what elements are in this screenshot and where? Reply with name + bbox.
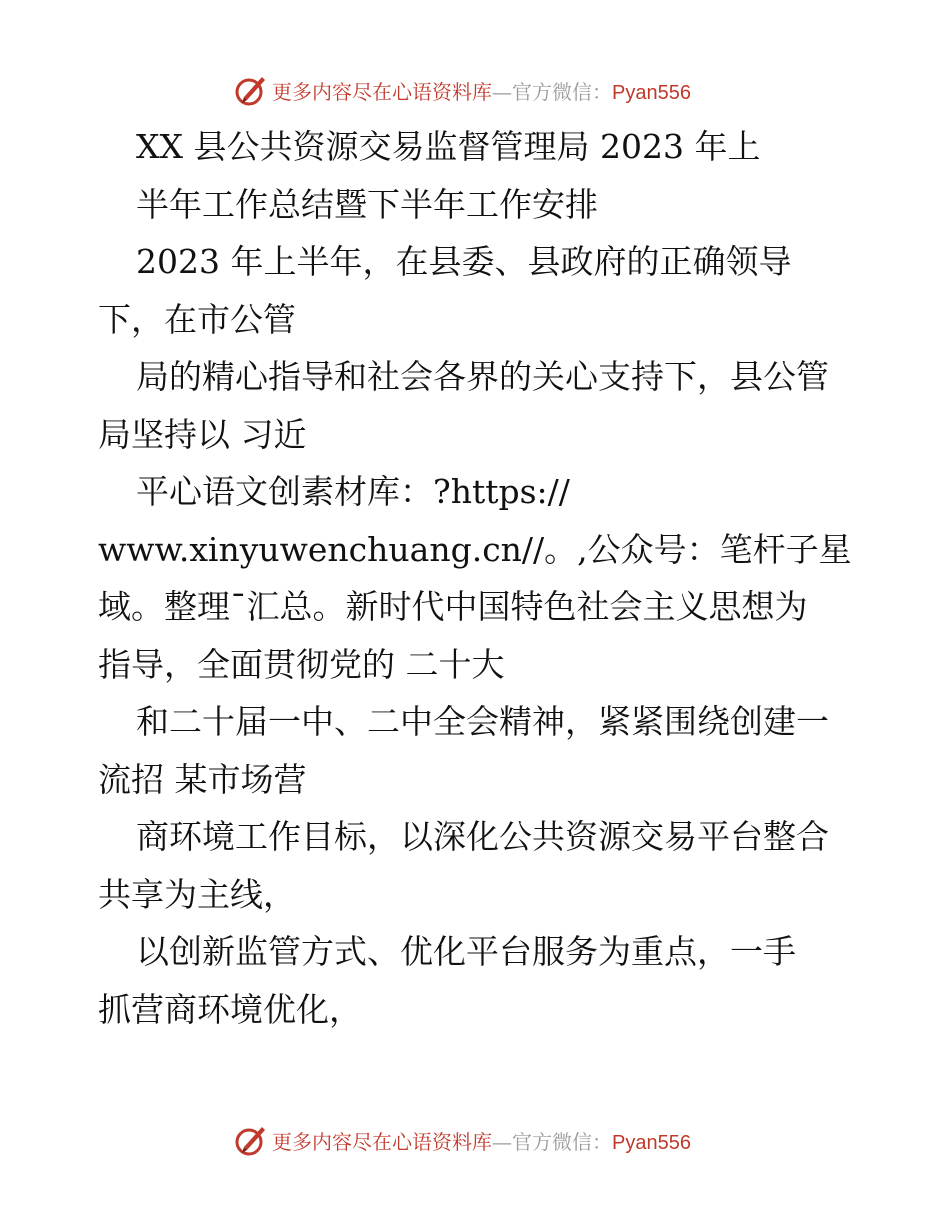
- text-line: 指导，全面贯彻党的 二十大: [98, 644, 505, 684]
- text-line: 下，在市公管: [98, 299, 296, 339]
- watermark-text: [272, 1126, 691, 1155]
- text-line: 平心语文创素材库：?https://: [136, 472, 570, 511]
- watermark-official: 官方微信：: [512, 1129, 612, 1154]
- footer-watermark: [234, 1120, 691, 1160]
- watermark-main: 更多内容尽在心语资料库: [272, 1129, 492, 1154]
- watermark-official: 官方微信：: [512, 79, 612, 104]
- watermark-wechat-id: Pyan556: [612, 81, 691, 104]
- text-line: 以创新监管方式、优化平台服务为重点，一手: [136, 932, 796, 971]
- header-watermark: [234, 70, 691, 110]
- text-line: 域。整理¯汇总。新时代中国特色社会主义思想为: [98, 587, 808, 626]
- text-line: 局的精心指导和社会各界的关心支持下，县公管: [136, 357, 829, 396]
- text-line: 商环境工作目标，以深化公共资源交易平台整合: [136, 817, 829, 856]
- text-line: 流招 某市场营: [98, 759, 307, 799]
- watermark-main: 更多内容尽在心语资料库: [272, 79, 492, 104]
- text-line: 局坚持以 习近: [98, 414, 307, 454]
- text-line: XX 县公共资源交易监督管理局 2023 年上: [136, 127, 761, 166]
- document-body: [98, 118, 868, 1038]
- watermark-separator: —: [492, 79, 512, 104]
- text-line: 半年工作总结暨下半年工作安排: [136, 184, 598, 224]
- watermark-text: [272, 76, 691, 105]
- text-line: 共享为主线，: [98, 874, 296, 914]
- text-line: 和二十届一中、二中全会精神，紧紧围绕创建一: [136, 702, 829, 741]
- quill-pen-logo-icon: [234, 1123, 268, 1157]
- text-line: 抓营商环境优化，: [98, 989, 362, 1029]
- text-line: www.xinyuwenchuang.cn//。,公众号：笔杆子星: [98, 529, 852, 569]
- watermark-wechat-id: Pyan556: [612, 1131, 691, 1154]
- watermark-separator: —: [492, 1129, 512, 1154]
- quill-pen-logo-icon: [234, 73, 268, 107]
- text-line: 2023 年上半年，在县委、县政府的正确领导: [136, 242, 792, 281]
